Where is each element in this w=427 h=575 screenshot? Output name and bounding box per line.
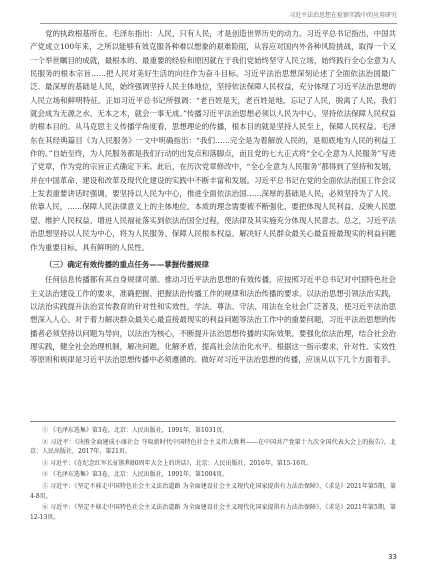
- footnotes: [30, 421, 396, 524]
- body-text: [30, 27, 396, 367]
- footnote-5: ⑤ 习近平：《坚定不移走中国特色社会主义法治道路 为全面建设社会主义现代化国家提供有力法治保障》，《求是》2021年第5期，第4-8页。: [30, 482, 396, 500]
- section-heading: （三）确定有效传播的重点任务——掌握传播规律: [45, 259, 209, 269]
- paragraph-1: 党的执政根基所在。毛泽东指出：人民，只有人民，才是创造世界历史的动力。习近平总书记指出，中国共产党成立100年来，之所以能够有效克服各种难以想象的艰难险阻，从容应对国内外各种风险挑战，取得一个又一个举世瞩目的成就，最根本的、最重要的经验和原因就在于我们党始终坚守人民立场，始终践行全心全意为人民服务的根本宗旨……把人民对美好生活的向往作为奋斗目标。习近平法治思想深刻论述了全面依法治国最广泛、最深厚的基础是人民，始终强调坚持人民主体地位，坚持依法保障人民权益，充分体现了习近平法治思想的人民立场和鲜明特征。正如习近平总书记所强调：“老百姓是天，老百姓是地。忘记了人民，脱离了人民，我们就会成为无源之水、无本之木，就会一事无成。”传播习近平法治思想必须以人民为中心，坚持依法保障人民权益的根本目的。从马克思主义传播学角度看，思想理论的传播，根本目的就是坚持人民至上，保障人民权益。毛泽东在其经典篇目《为人民服务》一文中明确指出：“我们……完全是为着解放人民的，是彻底地为人民的利益工作的。”自始至终，为人民服务都是我们行动的出发点和落脚点，而且党的七大正式将“全心全意为人民服务”写进了党章，作为党的宗旨正式确定下来。此后，在历次党章修改中，“全心全意为人民服务”都得到了坚持和发展，并在中国革命、建设和改革及现代化建设的实践中不断丰富和发展。习近平总书记在党的全面依法治国工作会议上发表重要讲话时强调，要坚持以人民为中心，推进全面依法治国……深厚的基础是人民，必须坚持为了人民、依靠人民，……保障人民法律意义上的主体地位，本质的理念需要被不断强化，要把体现人民利益、反映人民愿望、维护人民权益、增进人民福祉落实到依法治国全过程，使法律及其实施充分体现人民意志。总之，习近平法治思想坚持以人民为中心，将为人民服务、保障人民根本权益、解决好人民群众最关心最直接最现实的利益问题作为重要目标，具有鲜明的人民性。: [30, 29, 396, 252]
- footnote-1: ① 《毛泽东选集》第3卷，北京：人民出版社，1991年，第1031页。: [42, 427, 229, 434]
- running-header: 习近平法治思想在检察实践中的应用研究: [40, 10, 397, 24]
- paragraph-2: 任何信息传播都有其自身规律可循。推动习近平法治思想的有效传播，应按照习近平总书记对中国特色社会主义法治建设工作的要求，准确把握、把握法治传播工作的规律和法治传播的要求。以法治思想引领法治实践，以法治实践提升法治宣传教育的针对性和实效性，学法、尊法、守法、用法在全社会广泛普及，使习近平法治思想深入人心。对于着力解决群众最关心最直接最现实的利益问题等法治工作中的重要问题，习近平法治思想的传播者必须坚持以问题为导向，以法治为核心，不断提升法治思想传播的实际效果。要强化依法治理，结合社会治理实践，健全社会治理机制，解决问题，化解矛盾，提高社会法治化水平。根据这一指示要求，针对性、实效性等原则和规律是习近平法治思想传播中必须遵循的。做好对习近平法治思想的传播，应该从以下几个方面着手。: [30, 275, 396, 365]
- footnote-4: ④ 《毛泽东选集》第3卷，北京：人民出版社，1991年，第1004页。: [42, 471, 229, 479]
- page-number: 33: [388, 553, 397, 561]
- footnote-6: ⑥ 习近平：《坚定不移走中国特色社会主义法治道路 为全面建设社会主义现代化国家提供有力法治保障》，《求是》2021年第5期，第12-13页。: [30, 504, 396, 521]
- footnote-2: ② 习近平：《决胜全面建成小康社会 夺取新时代中国特色社会主义伟大胜利——在中国共产党第十九次全国代表大会上的报告》，北京：人民出版社，2017年，第21页。: [30, 438, 396, 456]
- footnote-3: ③ 习近平：《在纪念红军长征胜利80周年大会上的讲话》，北京：人民出版社，2016年，第15-16页。: [42, 459, 313, 467]
